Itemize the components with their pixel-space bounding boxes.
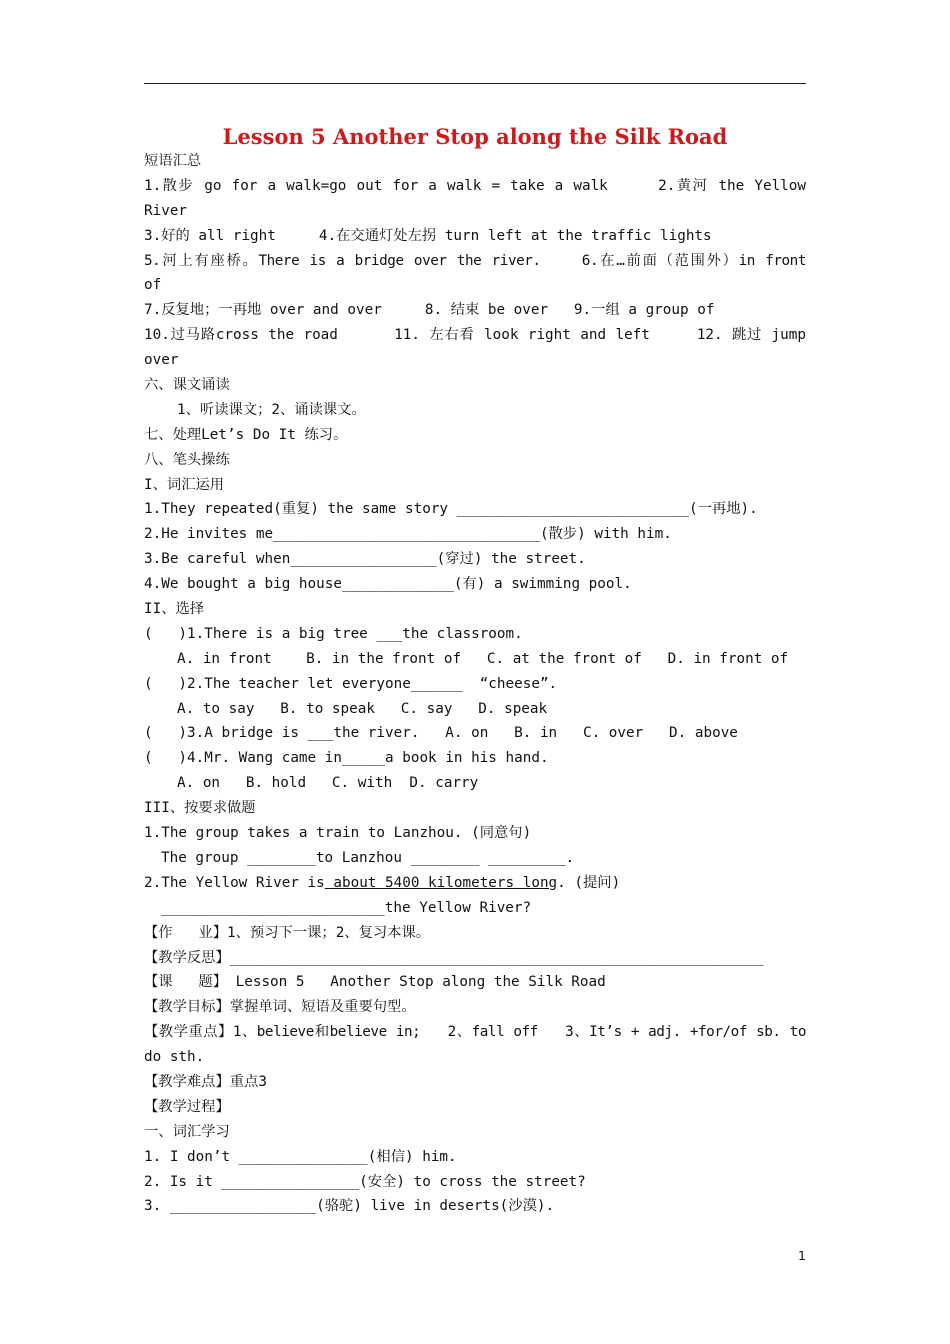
key-points-line: do sth. [144, 1049, 205, 1066]
fill-blank-item: 2.He invites me_______________________________(散步) with him. [144, 526, 672, 543]
fill-blank-item: 3.Be careful when_________________(穿过) the street. [144, 551, 586, 568]
fill-blank-item: 4.We bought a big house_____________(有) a swimming pool. [144, 576, 632, 593]
topic-line: 【课 题】 Lesson 5 Another Stop along the Silk Road [144, 974, 606, 991]
vocab-item: 1. I don’t _______________(相信) him. [144, 1148, 457, 1165]
lesson-title: Lesson 5 Another Stop along the Silk Road [222, 124, 728, 149]
header-rule [144, 83, 806, 84]
vocab-item: 3. _________________(骆驼) live in deserts(沙漠). [144, 1198, 555, 1215]
section-heading-lets-do-it: 七、处理Let’s Do It 练习。 [144, 426, 348, 443]
process-heading: 【教学过程】 [144, 1098, 230, 1115]
section-heading-phrases: 短语汇总 [144, 153, 202, 169]
phrase-line: 3.好的 all right 4.在交通灯处左拐 turn left at the traffic lights [144, 227, 712, 244]
question-suffix: . (提问) [557, 874, 621, 891]
phrase-line: 1.散步 go for a walk=go out for a walk = take a walk 2.黄河 the Yellow [144, 177, 806, 194]
vocab-study-heading: 一、词汇学习 [144, 1123, 230, 1140]
phrase-line: 10.过马路cross the road 11. 左右看 look right and left 12. 跳过 jump [144, 327, 806, 344]
fill-blank-item: 1.They repeated(重复) the same story ___________________________(一再地). [144, 501, 758, 518]
phrase-line: over [144, 352, 179, 369]
document-body [144, 149, 806, 1219]
choice-options: A. on B. hold C. with D. carry [177, 775, 479, 792]
difficulty-line: 【教学难点】重点3 [144, 1073, 267, 1090]
choice-question: ( )2.The teacher let everyone______ “cheese”. [144, 675, 558, 692]
choice-question: ( )1.There is a big tree ___the classroom. [144, 625, 523, 642]
phrase-line: River [144, 202, 188, 219]
page-number: 1 [798, 1248, 806, 1263]
subheading-tasks: III、按要求做题 [144, 800, 256, 817]
rewrite-question [144, 871, 806, 896]
phrase-line: of [144, 277, 162, 294]
vocab-item: 2. Is it ________________(安全) to cross the street? [144, 1173, 586, 1190]
choice-question: ( )4.Mr. Wang came in_____a book in his hand. [144, 750, 549, 767]
rewrite-question: 1.The group takes a train to Lanzhou. (同意句) [144, 825, 532, 842]
rewrite-answer-line: __________________________the Yellow River? [161, 899, 532, 916]
section-heading-reading: 六、课文诵读 [144, 377, 230, 394]
reading-tasks: 1、听读课文；2、诵读课文。 [177, 401, 366, 418]
homework-line: 【作 业】1、预习下一课；2、复习本课。 [144, 924, 431, 941]
subheading-vocabulary: I、词汇运用 [144, 476, 225, 493]
choice-options: A. to say B. to speak C. say D. speak [177, 700, 548, 717]
underlined-phrase: about 5400 kilometers long [324, 874, 558, 891]
section-heading-practice: 八、笔头操练 [144, 451, 230, 468]
phrase-line: 7.反复地；一再地 over and over 8. 结束 be over 9.一组 a group of [144, 302, 715, 319]
key-points-line: 【教学重点】1、believe和believe in; 2、fall off 3、It’s + adj. +for/of sb. to [144, 1024, 806, 1041]
subheading-choice: II、选择 [144, 601, 205, 618]
question-text: 2.The Yellow River is [144, 874, 325, 891]
phrase-line: 5.河上有座桥。There is a bridge over the river. 6.在…前面（范围外）in front [144, 252, 806, 269]
choice-options: A. in front B. in the front of C. at the front of D. in front of [177, 650, 789, 667]
reflection-line: 【教学反思】______________________________________________________________ [144, 949, 764, 966]
rewrite-answer-line: The group ________to Lanzhou ________ _________. [161, 849, 575, 866]
choice-question: ( )3.A bridge is ___the river. A. on B. in C. over D. above [144, 725, 738, 742]
objective-line: 【教学目标】掌握单词、短语及重要句型。 [144, 999, 416, 1016]
